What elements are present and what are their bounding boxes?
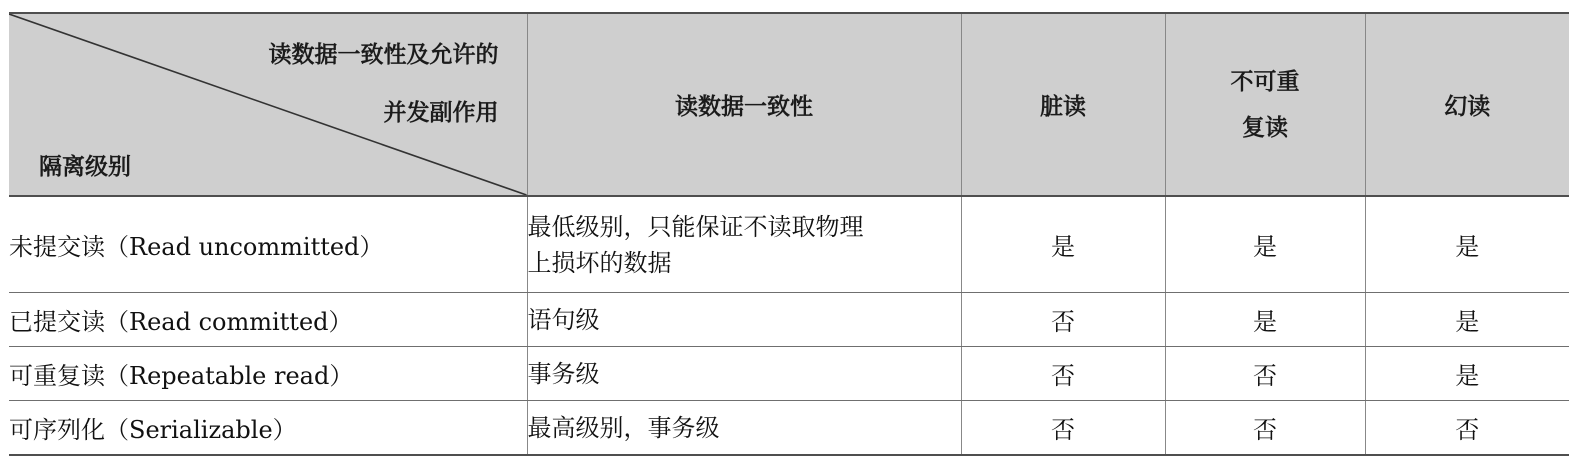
nonrepeatable-read-cell: 是 bbox=[1165, 293, 1365, 347]
header-nonrepeatable-line1: 不可重 bbox=[1230, 68, 1300, 95]
nonrepeatable-read-cell: 是 bbox=[1165, 196, 1365, 293]
phantom-read-cell: 是 bbox=[1365, 347, 1569, 401]
diagonal-header-cell bbox=[9, 13, 527, 196]
table-row bbox=[9, 293, 1569, 347]
table-row bbox=[9, 401, 1569, 456]
header-dirty-read: 脏读 bbox=[961, 13, 1165, 196]
table-header-row bbox=[9, 13, 1569, 196]
nonrepeatable-read-cell: 否 bbox=[1165, 347, 1365, 401]
table-row bbox=[9, 196, 1569, 293]
consistency-cell bbox=[527, 196, 961, 293]
nonrepeatable-read-cell: 否 bbox=[1165, 401, 1365, 456]
isolation-level-cell: 可重复读（Repeatable read） bbox=[9, 347, 527, 401]
isolation-level-cell: 未提交读（Read uncommitted） bbox=[9, 196, 527, 293]
header-phantom-read: 幻读 bbox=[1365, 13, 1569, 196]
phantom-read-cell: 是 bbox=[1365, 196, 1569, 293]
phantom-read-cell: 否 bbox=[1365, 401, 1569, 456]
header-side-effects-label-line2: 并发副作用 bbox=[383, 100, 499, 126]
header-side-effects-label-line1: 读数据一致性及允许的 bbox=[268, 42, 499, 68]
dirty-read-cell: 否 bbox=[961, 347, 1165, 401]
isolation-level-cell: 可序列化（Serializable） bbox=[9, 401, 527, 456]
consistency-line2: 上损坏的数据 bbox=[527, 248, 672, 277]
consistency-line1: 最低级别，只能保证不读取物理 bbox=[527, 212, 864, 241]
dirty-read-cell: 否 bbox=[961, 401, 1165, 456]
header-isolation-level-label: 隔离级别 bbox=[39, 154, 131, 180]
consistency-cell: 语句级 bbox=[527, 293, 961, 347]
table-row bbox=[9, 347, 1569, 401]
isolation-level-cell: 已提交读（Read committed） bbox=[9, 293, 527, 347]
consistency-cell: 事务级 bbox=[527, 347, 961, 401]
dirty-read-cell: 是 bbox=[961, 196, 1165, 293]
dirty-read-cell: 否 bbox=[961, 293, 1165, 347]
isolation-level-table bbox=[9, 12, 1569, 456]
header-nonrepeatable-line2: 复读 bbox=[1242, 114, 1288, 141]
consistency-cell: 最高级别，事务级 bbox=[527, 401, 961, 456]
phantom-read-cell: 是 bbox=[1365, 293, 1569, 347]
header-nonrepeatable-read bbox=[1165, 13, 1365, 196]
header-read-consistency: 读数据一致性 bbox=[527, 13, 961, 196]
